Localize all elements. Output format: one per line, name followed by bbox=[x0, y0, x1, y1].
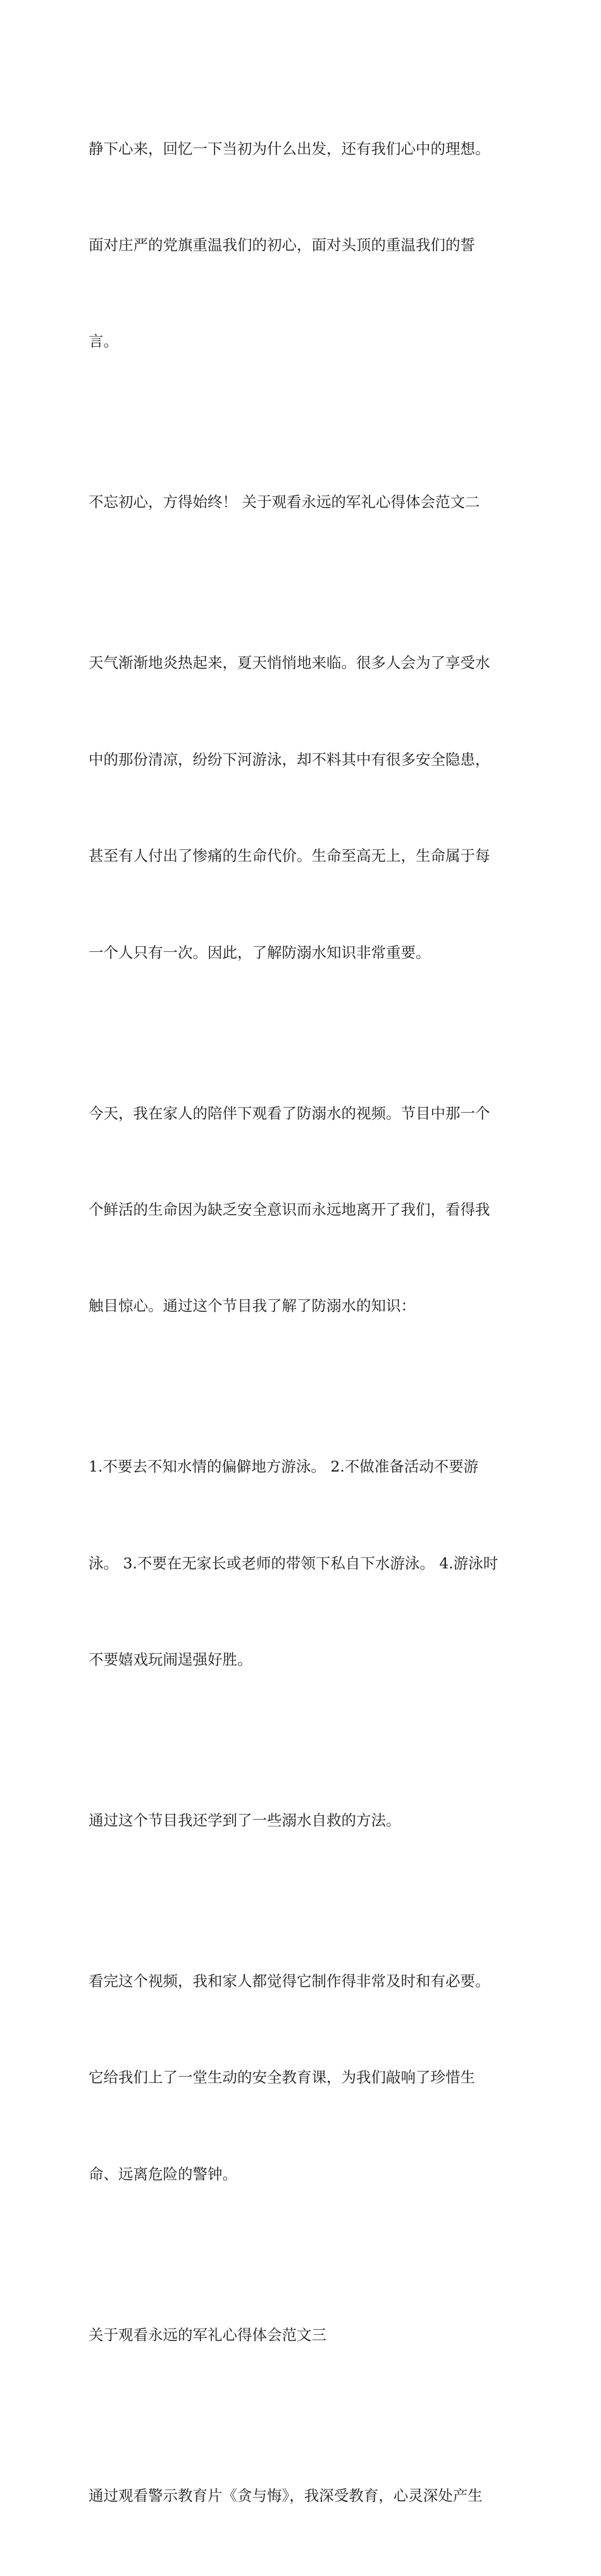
document-body bbox=[89, 68, 519, 2576]
text-line: 天气渐渐地炎热起来，夏天悄悄地来临。很多人会为了享受水 bbox=[89, 654, 490, 672]
text-line: 今天，我在家人的陪伴下观看了防溺水的视频。节目中那一个 bbox=[89, 1104, 490, 1122]
paragraph-5 bbox=[89, 1387, 519, 1741]
paragraph-4 bbox=[89, 1033, 519, 1387]
text-line: 个鲜活的生命因为缺乏安全意识而永远地离开了我们，看得我 bbox=[89, 1200, 490, 1218]
text-line: 言。 bbox=[89, 332, 118, 351]
text-line: 泳。 3.不要在无家长或老师的带领下私自下水游泳。 4.游泳时 bbox=[89, 1554, 499, 1572]
text-line: 命、远离危险的警钟。 bbox=[89, 2165, 237, 2183]
text-line: 中的那份清凉，纷纷下河游泳，却不料其中有很多安全隐患， bbox=[89, 750, 490, 768]
text-line: 不忘初心，方得始终！ 关于观看永远的军礼心得体会范文二 bbox=[89, 493, 480, 511]
paragraph-2 bbox=[89, 422, 519, 583]
text-line: 一个人只有一次。因此，了解防溺水知识非常重要。 bbox=[89, 943, 431, 961]
paragraph-9 bbox=[89, 2415, 519, 2576]
text-line: 通过观看警示教育片《贪与悔》，我深受教育，心灵深处产生 bbox=[89, 2486, 483, 2504]
paragraph-6 bbox=[89, 1740, 519, 1901]
text-line: 看完这个视频，我和家人都觉得它制作得非常及时和有必要。 bbox=[89, 1972, 490, 1991]
paragraph-3 bbox=[89, 583, 519, 1033]
paragraph-7 bbox=[89, 1901, 519, 2254]
text-line: 触目惊心。通过这个节目我了解了防溺水的知识： bbox=[89, 1297, 416, 1315]
text-line: 不要嬉戏玩闹逞强好胜。 bbox=[89, 1651, 252, 1669]
paragraph-8 bbox=[89, 2254, 519, 2415]
text-line: 甚至有人付出了惨痛的生命代价。生命至高无上，生命属于每 bbox=[89, 847, 490, 865]
text-line: 静下心来，回忆一下当初为什么出发，还有我们心中的理想。 bbox=[89, 139, 490, 158]
text-line: 关于观看永远的军礼心得体会范文三 bbox=[89, 2325, 326, 2344]
text-line: 它给我们上了一堂生动的安全教育课，为我们敲响了珍惜生 bbox=[89, 2068, 475, 2087]
text-line: 通过这个节目我还学到了一些溺水自救的方法。 bbox=[89, 1811, 401, 1830]
paragraph-1 bbox=[89, 68, 519, 422]
text-line: 面对庄严的党旗重温我们的初心，面对头顶的重温我们的誓 bbox=[89, 235, 475, 254]
text-line: 1.不要去不知水情的偏僻地方游泳。 2.不做准备活动不要游 bbox=[89, 1458, 479, 1476]
